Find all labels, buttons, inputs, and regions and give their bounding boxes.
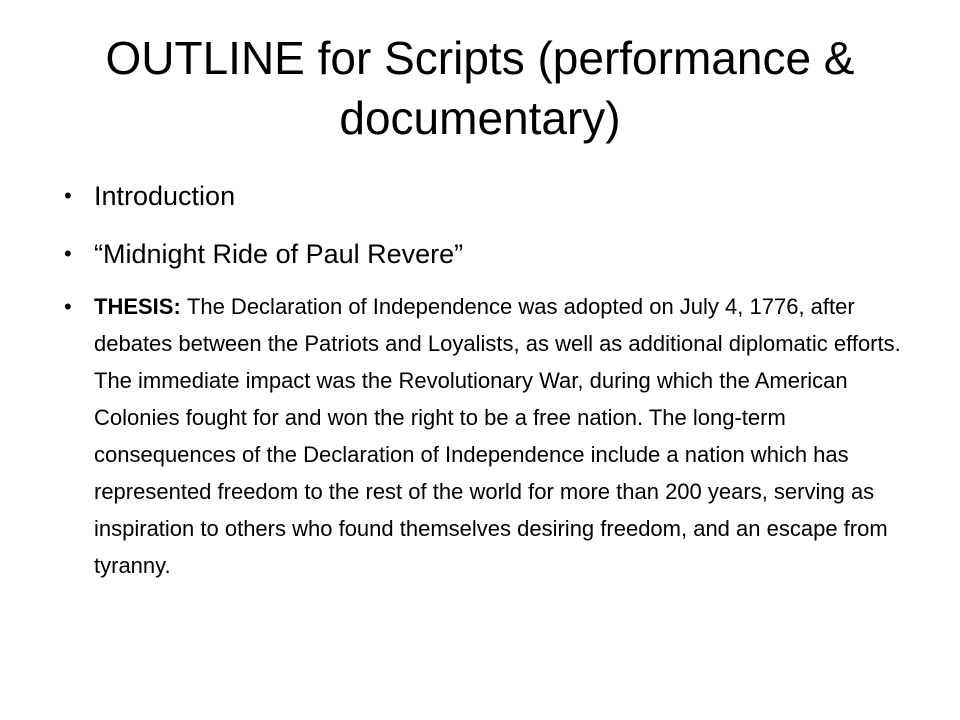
bullet-item-introduction <box>62 176 912 216</box>
bullet-item-thesis <box>62 288 912 584</box>
bullet-item-midnight-ride <box>62 234 912 274</box>
bullet-text: “Midnight Ride of Paul Revere” <box>94 239 464 269</box>
bullet-list <box>62 176 912 584</box>
bullet-icon: • <box>64 183 72 208</box>
slide-title: OUTLINE for Scripts (performance & documentary) <box>105 32 855 144</box>
thesis-label: THESIS: <box>94 294 187 319</box>
bullet-icon: • <box>64 294 72 319</box>
bullet-text: Introduction <box>94 181 236 211</box>
bullet-icon: • <box>64 241 72 266</box>
thesis-text: The Declaration of Independence was adopted on July 4, 1776, after debates between the Patriots and Loyalists, as well as additional diplomatic efforts. The immediate impact was the Revolutionary War, during which the American Colonies fought for and won the right to be a free nation. The long-term consequences of the Declaration of Independence include a nation which has represented freedom to the rest of the world for more than 200 years, serving as inspiration to others who found themselves desiring freedom, and an escape from tyranny. <box>94 294 901 578</box>
